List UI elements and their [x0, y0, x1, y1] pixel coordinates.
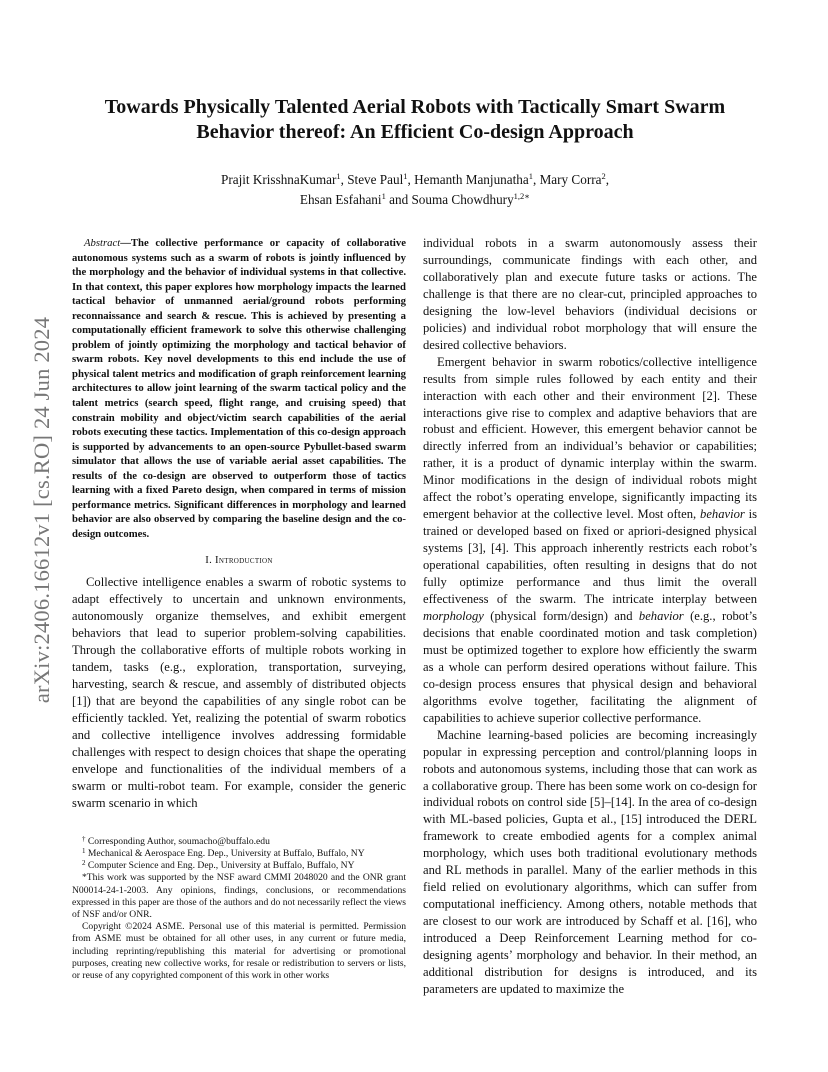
footnote-text: Corresponding Author, soumacho@buffalo.edu — [87, 835, 270, 847]
footnote-affiliation-2 — [72, 860, 406, 872]
abstract-dash: — — [120, 237, 131, 249]
abstract-label: Abstract — [84, 237, 121, 249]
author-affiliation-mark: 1 — [403, 171, 408, 181]
author-list — [90, 170, 740, 210]
footnote-mark: 2 — [82, 859, 86, 868]
paragraph-text: Emergent behavior in swarm robotics/collective intelligence results from simple rules followed by each entity and their interaction with each other and their environment [2]. These interactions give rise to complex and adaptive behaviors that are robust and efficient. However, this emergent behavior cannot be directly inferred from an individual’s behavior or capabilities; rather, it is a product of dynamic interplay within the swarm. Minor modifications in the design of individual robots might affect the robot’s operating envelope, significantly impacting its emergent behavior at the collective level. Most often, — [423, 354, 757, 522]
author-line-1 — [90, 170, 740, 190]
emphasis-behavior: behavior — [638, 608, 684, 623]
paragraph-text: (physical form/design) and — [483, 608, 639, 623]
section-title-text: Introduction — [215, 554, 273, 567]
author-affiliation-mark: 1 — [528, 171, 533, 181]
section-number: I. — [205, 554, 213, 567]
intro-paragraph-1: Collective intelligence enables a swarm of robotic systems to adapt effectively to uncertain and unknown environments, autonomously organize themselves, and exhibit emergent behaviors that lead to superior problem-solving capabilities. Through the collaborative efforts of multiple robots working in tandem, tasks (e.g., exploration, transportation, surveying, harvesting, search & rescue, and assembly of distributed objects [1]) that are beyond the capabilities of any single robot can be efficiently tackled. Yet, realizing the potential of swarm robotics and collective intelligence involves addressing formidable challenges with respect to design choices that shape the operating envelope and functionalities of the individual members of a swarm or multi-robot team. For example, consider the generic swarm scenario in which — [72, 575, 406, 810]
author-name: Ehsan Esfahani — [299, 192, 382, 207]
author-name: Prajit KrisshnaKumar — [220, 172, 337, 187]
right-column — [423, 235, 757, 998]
section-heading-introduction — [72, 554, 406, 566]
arxiv-identifier-stamp — [22, 250, 62, 770]
abstract — [72, 236, 406, 541]
emphasis-morphology: morphology — [423, 608, 484, 623]
author-name: Steve Paul — [347, 172, 404, 187]
footnote-affiliation-1 — [72, 848, 406, 860]
footnote-text: Computer Science and Eng. Dep., University at Buffalo, Buffalo, NY — [87, 860, 355, 872]
intro-paragraph-2 — [423, 354, 757, 727]
footnote-mark: 1 — [82, 847, 86, 856]
arxiv-identifier-text: arXiv:2406.16612v1 [cs.RO] 24 Jun 2024 — [29, 316, 55, 704]
paragraph-text: is trained or developed based on fixed or apriori-designed physical systems [3], [4]. This approach inherently restricts each robot’s operational capabilities, often resulting in designs that do not fully optimize performance and thus limit the overall effectiveness of the swarm. The intricate interplay between — [423, 507, 757, 607]
author-affiliation-mark: 2 — [601, 171, 606, 181]
author-separator: , — [605, 172, 609, 187]
author-name: Hemanth Manjunatha — [414, 172, 529, 187]
footnote-text: Copyright ©2024 ASME. Personal use of this material is permitted. Permission from ASME must be obtained for all other uses, in any current or future media, including reprinting/republishing this material for advertising or promotional purposes, creating new collective works, for resale or redistribution to servers or lists, or reuse of any copyrighted component of this work in other works — [72, 921, 406, 982]
footnote-copyright — [72, 921, 406, 982]
footnotes — [72, 836, 406, 982]
paragraph-text: (e.g., robot’s decisions that enable coordinated motion and task completion) must be optimized together to explore how efficiently the swarm as a whole can perform desired operations without failure. This co-design process ensures that physical design and behavioral algorithms evolve together, facilitating the alignment of capabilities to achieve superior collective performance. — [423, 608, 757, 725]
footnote-text: Mechanical & Aerospace Eng. Dep., University at Buffalo, Buffalo, NY — [87, 848, 365, 860]
author-separator: , — [407, 172, 415, 187]
footnote-corresponding-author — [72, 836, 406, 848]
author-separator: and — [385, 192, 412, 207]
abstract-text: The collective performance or capacity of collaborative autonomous systems such as a swarm of robots is jointly influenced by the morphology and the behavior of individual systems in that collective. In that context, this paper explores how morphology impacts the learned tactical behavior of unmanned aerial/ground robots performing reconnaissance and search & rescue. This is achieved by presenting a computationally efficient framework to solve this otherwise challenging problem of jointly optimizing the morphology and tactical behavior of swarm robots. Key novel developments to this end include the use of physical talent metrics and modification of graph reinforcement learning architectures to allow joint learning of the swarm tactical policy and the talent metrics (search speed, flight range, and cruising speed) that constrain mobility and object/victim search capabilities of the aerial robots executing these tactics. Implementation of this co-design approach is supported by advancements to an open-source Pybullet-based swarm simulator that allows the use of variable aerial asset capabilities. The results of the co-design are observed to outperform those of tactics learning with a fixed Pareto design, when compared in terms of mission performance metrics. Significant differences in morphology and learned behavior are also observed by comparing the baseline design and the co-design outcomes. — [72, 237, 406, 540]
paper-title: Towards Physically Talented Aerial Robots with Tactically Smart Swarm Behavior thereof: An Efficient Co-design Approach — [104, 96, 726, 143]
emphasis-behavior: behavior — [700, 507, 745, 522]
author-name: Mary Corra — [539, 172, 602, 187]
author-affiliation-mark: 1,2∗ — [513, 191, 531, 201]
footnote-text: *This work was supported by the NSF award CMMI 2048020 and the ONR grant N00014-24-1-2003. Any opinions, findings, conclusions, or recommendations expressed in this paper are those of the authors and do not necessarily reflect the views of NSF and/or ONR. — [72, 872, 406, 921]
footnote-mark: † — [82, 834, 86, 843]
intro-paragraph-3: Machine learning-based policies are becoming increasingly popular in expressing perception and control/planning loops in robots and autonomous systems, including those that can work as a collaborative group. There has been some work on co-design for individual robots on control side [5]–[14]. In the area of co-design with ML-based policies, Gupta et al., [15] introduced the DERL framework to create embodied agents for a complex animal morphology, which uses both traditional evolutionary methods and RL methods in parallel. Many of the earlier methods in this field relied on evolutionary algorithms, which can suffer from computational inefficiency. Among others, notable methods that are closest to our work are introduced by Schaff et al. [16], who introduced a Deep Reinforcement Learning method for co-designing agents’ morphology and behavior. In their method, an additional distribution for designs is introduced, and its parameters are updated to maximize the — [423, 727, 757, 996]
footnote-funding — [72, 872, 406, 921]
author-separator: , — [532, 172, 540, 187]
left-column — [72, 236, 406, 982]
author-separator: , — [340, 172, 348, 187]
author-affiliation-mark: 1 — [381, 191, 386, 201]
author-name: Souma Chowdhury — [411, 192, 514, 207]
author-line-2 — [90, 190, 740, 210]
author-affiliation-mark: 1 — [336, 171, 341, 181]
intro-paragraph-1-continued: individual robots in a swarm autonomously assess their surroundings, communicate findings with each other, and collaboratively plan and execute future tasks or actions. The challenge is that there are no clear-cut, principled approaches to designing the low-level behaviors (individual decisions or policies) and individual robot morphology that will ensure the desired collective behaviors. — [423, 236, 757, 352]
